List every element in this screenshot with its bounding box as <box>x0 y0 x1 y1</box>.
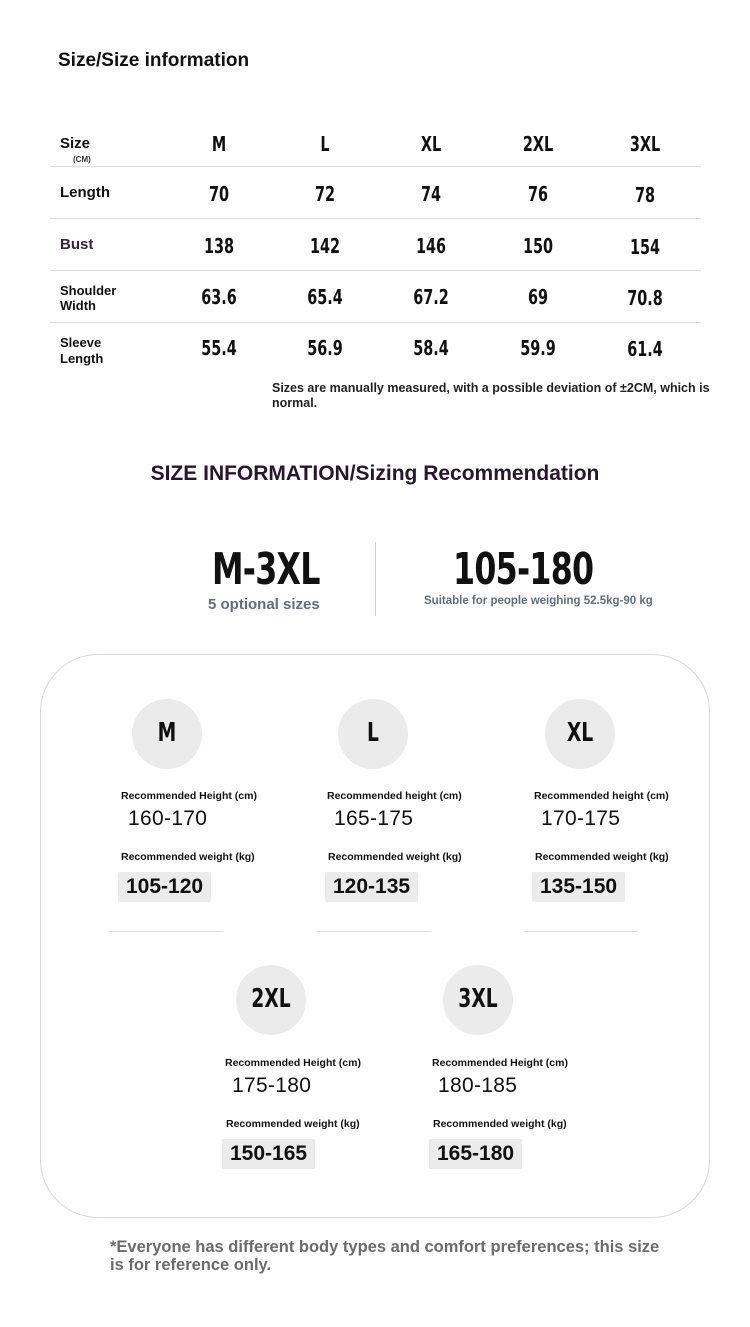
size-badge-xl: XL <box>545 699 615 769</box>
table-header-row <box>50 118 701 167</box>
weight-label: Recommended weight (kg) <box>328 851 462 863</box>
table-cell: 70 <box>208 182 230 206</box>
size-header-unit: (CM) <box>73 155 91 164</box>
height-value: 165-175 <box>334 807 414 830</box>
table-cell: 142 <box>309 234 341 258</box>
table-cell: 76 <box>527 182 549 206</box>
size-col-2xl: 2XL <box>522 132 554 156</box>
table-row <box>50 323 701 374</box>
size-col-l: L <box>320 132 330 156</box>
height-label: Recommended height (cm) <box>327 790 462 802</box>
table-cell: 65.4 <box>307 285 343 309</box>
weight-range-sub: Suitable for people weighing 52.5kg-90 kg <box>424 595 653 607</box>
table-cell: 74 <box>420 182 442 206</box>
table-cell: 55.4 <box>201 336 237 360</box>
table-cell: 61.4 <box>627 337 663 361</box>
table-cell: 63.6 <box>201 285 237 309</box>
size-badge-3xl: 3XL <box>443 965 513 1035</box>
page-title: Size/Size information <box>58 50 250 71</box>
size-col-3xl: 3XL <box>629 132 661 156</box>
table-cell: 150 <box>522 234 554 258</box>
height-value: 170-175 <box>541 807 621 830</box>
weight-value: 120-135 <box>325 872 418 902</box>
size-range-sub: 5 optional sizes <box>208 596 320 613</box>
weight-range: 105-180 <box>453 544 594 595</box>
size-badge-m: M <box>132 699 202 769</box>
height-value: 175-180 <box>232 1074 312 1097</box>
weight-label: Recommended weight (kg) <box>121 851 255 863</box>
row-label-length: Length <box>60 184 110 201</box>
size-col-m: M <box>211 132 227 156</box>
size-badge-2xl: 2XL <box>236 965 306 1035</box>
size-header-label: Size <box>60 135 91 152</box>
table-cell: 154 <box>629 235 661 259</box>
height-value: 180-185 <box>438 1074 518 1097</box>
divider-line <box>109 931 223 932</box>
table-cell: 67.2 <box>413 285 449 309</box>
table-cell: 146 <box>415 234 447 258</box>
table-row <box>50 167 701 219</box>
table-row <box>50 271 701 323</box>
height-label: Recommended Height (cm) <box>121 790 257 802</box>
weight-label: Recommended weight (kg) <box>226 1118 360 1130</box>
row-label-sleeve-length: Sleeve Length <box>60 335 104 366</box>
height-label: Recommended Height (cm) <box>225 1057 361 1069</box>
weight-value: 135-150 <box>532 872 625 902</box>
divider-line <box>317 931 431 932</box>
weight-value: 150-165 <box>222 1139 315 1169</box>
row-label-bust: Bust <box>60 236 94 253</box>
table-cell: 69 <box>527 285 549 309</box>
weight-label: Recommended weight (kg) <box>535 851 669 863</box>
table-cell: 58.4 <box>413 336 449 360</box>
table-cell: 138 <box>203 234 235 258</box>
height-label: Recommended Height (cm) <box>432 1057 568 1069</box>
size-badge-l: L <box>338 699 408 769</box>
weight-value: 105-120 <box>118 872 211 902</box>
table-cell: 59.9 <box>520 336 556 360</box>
table-cell: 70.8 <box>627 286 663 310</box>
weight-label: Recommended weight (kg) <box>433 1118 567 1130</box>
weight-value: 165-180 <box>429 1139 522 1169</box>
measurement-note: Sizes are manually measured, with a possible deviation of ±2CM, which is normal. <box>272 381 710 410</box>
height-value: 160-170 <box>128 807 208 830</box>
height-label: Recommended height (cm) <box>534 790 669 802</box>
summary-divider <box>375 542 376 616</box>
footer-note: *Everyone has different body types and comfort preferences; this size is for reference only. <box>110 1238 660 1274</box>
divider-line <box>524 931 638 932</box>
size-range: M-3XL <box>212 544 320 595</box>
section-title: SIZE INFORMATION/Sizing Recommendation <box>150 462 600 485</box>
size-col-xl: XL <box>420 132 442 156</box>
row-label-shoulder-width: Shoulder Width <box>60 283 117 313</box>
table-cell: 72 <box>314 182 336 206</box>
size-table <box>50 118 701 374</box>
table-cell: 78 <box>634 183 656 207</box>
table-row <box>50 219 701 271</box>
table-cell: 56.9 <box>307 336 343 360</box>
